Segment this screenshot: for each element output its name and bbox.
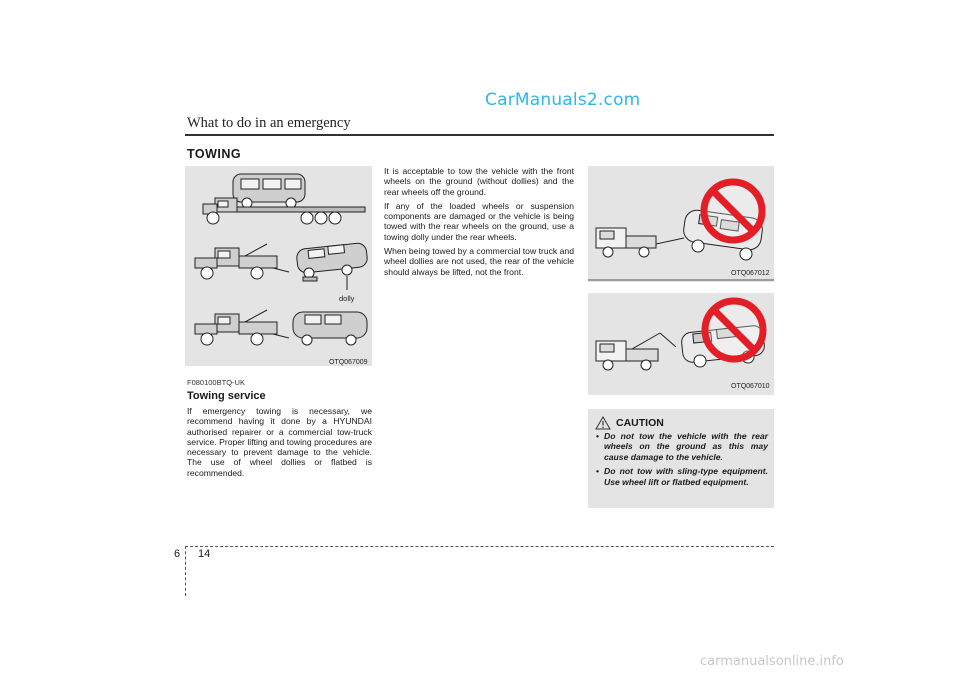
caution-list [594, 431, 768, 491]
page-number: 14 [198, 548, 211, 560]
towing-service-text: If emergency towing is necessary, we recommend having it done by a HYUNDAI authorised repairer or a commercial tow-truck service. Proper lifting and towing procedures are necessary to prevent damage to the vehicle. The use of wheel dollies or flatbed is recommended. [187, 406, 372, 478]
flatbed-truck-illustration [203, 174, 365, 224]
prohibited-tow-illustration-1 [588, 166, 774, 282]
prohibited-tow-illustration-2 [588, 293, 774, 395]
section-header: What to do in an emergency [187, 115, 351, 131]
middle-column-text [384, 166, 574, 281]
prohibition-sign-2 [705, 301, 763, 359]
reverse-wheel-lift-illustration [195, 310, 367, 345]
footer-divider [185, 546, 186, 596]
dolly-label: dolly [339, 294, 355, 303]
warning-triangle-icon [595, 416, 611, 430]
caution-title: CAUTION [616, 417, 664, 429]
towing-methods-figure [185, 166, 372, 366]
middle-paragraph-2: If any of the loaded wheels or suspension components are damaged or the vehicle is being towed with the rear wheels on the ground, use a towing dolly under the rear wheels. [384, 200, 574, 242]
header-rule [185, 134, 774, 136]
chapter-number: 6 [174, 548, 181, 560]
middle-paragraph-3: When being towed by a commercial tow truck and wheel dollies are not used, the rear of the vehicle should always be lifted, not the front. [384, 246, 574, 277]
prohibited-tow-figure-2 [588, 293, 774, 395]
prohibition-sign-1 [704, 182, 762, 240]
caution-box [588, 409, 774, 508]
figure-caption-otq067010: OTQ067010 [731, 383, 770, 390]
prohibited-tow-figure-1 [588, 166, 774, 282]
caution-item: • Do not tow with sling-type equipment. Use wheel lift or flatbed equipment. [594, 466, 768, 487]
figure-caption-otq067012: OTQ067012 [731, 270, 770, 277]
wheel-lift-truck-illustration [195, 242, 368, 290]
footer-rule [185, 546, 774, 547]
figure-caption-otq067009: OTQ067009 [329, 359, 368, 366]
page-heading: TOWING [187, 147, 242, 161]
towing-methods-illustration [185, 166, 372, 366]
watermark-top: CarManuals2.com [485, 90, 641, 110]
towing-service-heading: Towing service [187, 390, 266, 402]
watermark-bottom: carmanualsonline.info [700, 654, 844, 669]
middle-paragraph-1: It is acceptable to tow the vehicle with the front wheels on the ground (without dollies) and the rear wheels off the ground. [384, 166, 574, 197]
caution-item: • Do not tow the vehicle with the rear wheels on the ground as this may cause damage to the vehicle. [594, 431, 768, 462]
towing-service-paragraph [187, 406, 372, 482]
section-code: F080100BTQ-UK [187, 378, 245, 387]
